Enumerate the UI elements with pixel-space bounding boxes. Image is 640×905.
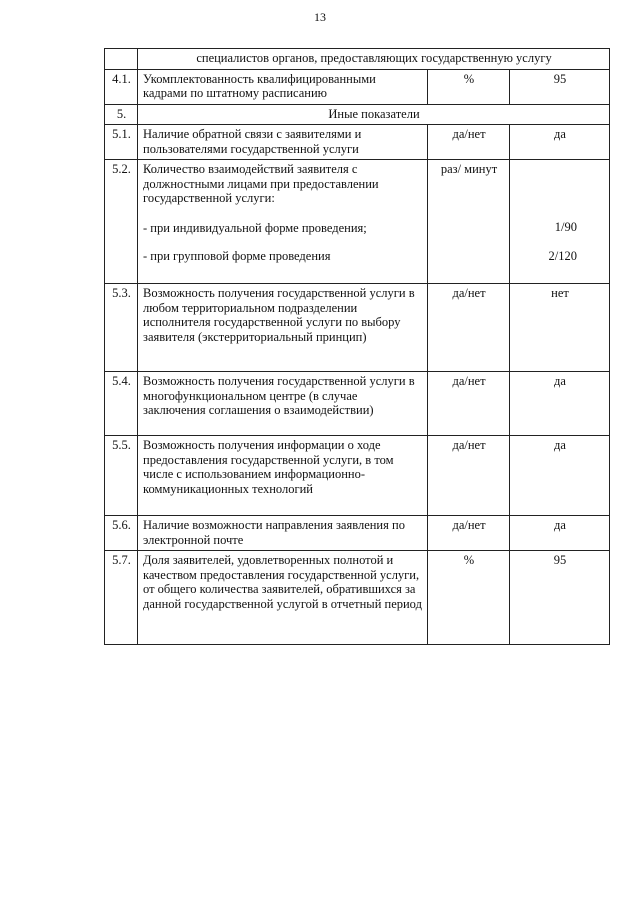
cell-value [510,160,610,284]
cell-number: 5.4. [105,372,138,436]
cell-unit: раз/ минут [428,160,510,284]
cell-value: да [510,372,610,436]
cell-number [105,49,138,70]
cell-indicator-name [138,160,428,284]
cell-number: 4.1. [105,69,138,104]
table-row-4-1 [105,69,610,104]
cell-indicator-name: Наличие возможности направления заявления по электронной почте [138,516,428,551]
cell-indicator-name: Возможность получения государственной услуги в многофункциональном центре (в случае заключения соглашения о взаимодействии) [138,372,428,436]
cell-indicator-name: Возможность получения государственной услуги в любом территориальном подразделении исполнителя государственной услуги по выбору заявителя (экстерриториальный принцип) [138,284,428,372]
cell-number: 5.7. [105,551,138,645]
cell-value: да [510,516,610,551]
cell-value: 95 [510,69,610,104]
section-continuation-text: специалистов органов, предоставляющих государственную услугу [138,49,610,70]
cell-number: 5.3. [105,284,138,372]
cell-indicator-name: Укомплектованность квалифицированными кадрами по штатному расписанию [138,69,428,104]
cell-unit: да/нет [428,284,510,372]
cell-indicator-name: Возможность получения информации о ходе предоставления государственной услуги, в том числе с использованием информационно-коммуникационных технологий [138,436,428,516]
cell-number: 5.6. [105,516,138,551]
table-row-5-3 [105,284,610,372]
value-individual: 1/90 [554,220,578,234]
cell-unit: да/нет [428,372,510,436]
sub-item-group: - при групповой форме проведения [143,249,331,263]
cell-unit: % [428,69,510,104]
table-row-5-5 [105,436,610,516]
table-row-section-5 [105,104,610,125]
cell-value: 95 [510,551,610,645]
cell-number: 5. [105,104,138,125]
page-number: 13 [314,10,326,24]
section-title: Иные показатели [138,104,610,125]
value-group: 2/120 [548,248,578,263]
cell-indicator-name: Наличие обратной связи с заявителями и пользователями государственной услуги [138,125,428,160]
table-row-5-7 [105,551,610,645]
table-row-5-6 [105,516,610,551]
cell-unit: да/нет [428,125,510,160]
sub-item-individual: - при индивидуальной форме проведения; [143,220,367,235]
cell-number: 5.2. [105,160,138,284]
cell-unit: да/нет [428,436,510,516]
cell-value: да [510,436,610,516]
cell-unit: да/нет [428,516,510,551]
table-row-5-2 [105,160,610,284]
cell-unit: % [428,551,510,645]
cell-value: нет [510,284,610,372]
cell-number: 5.1. [105,125,138,160]
cell-value: да [510,125,610,160]
table-row-header-continuation [105,49,610,70]
cell-number: 5.5. [105,436,138,516]
indicators-table [104,48,610,645]
table-row-5-4 [105,372,610,436]
table-row-5-1 [105,125,610,160]
indicator-name-text: Количество взаимодействий заявителя с должностными лицами при предоставлении государственной услуги: [143,162,379,205]
cell-indicator-name: Доля заявителей, удовлетворенных полнотой и качеством предоставления государственной услуги, от общего количества заявителей, обратившихся за данной государственной услугой в отчетный период [138,551,428,645]
